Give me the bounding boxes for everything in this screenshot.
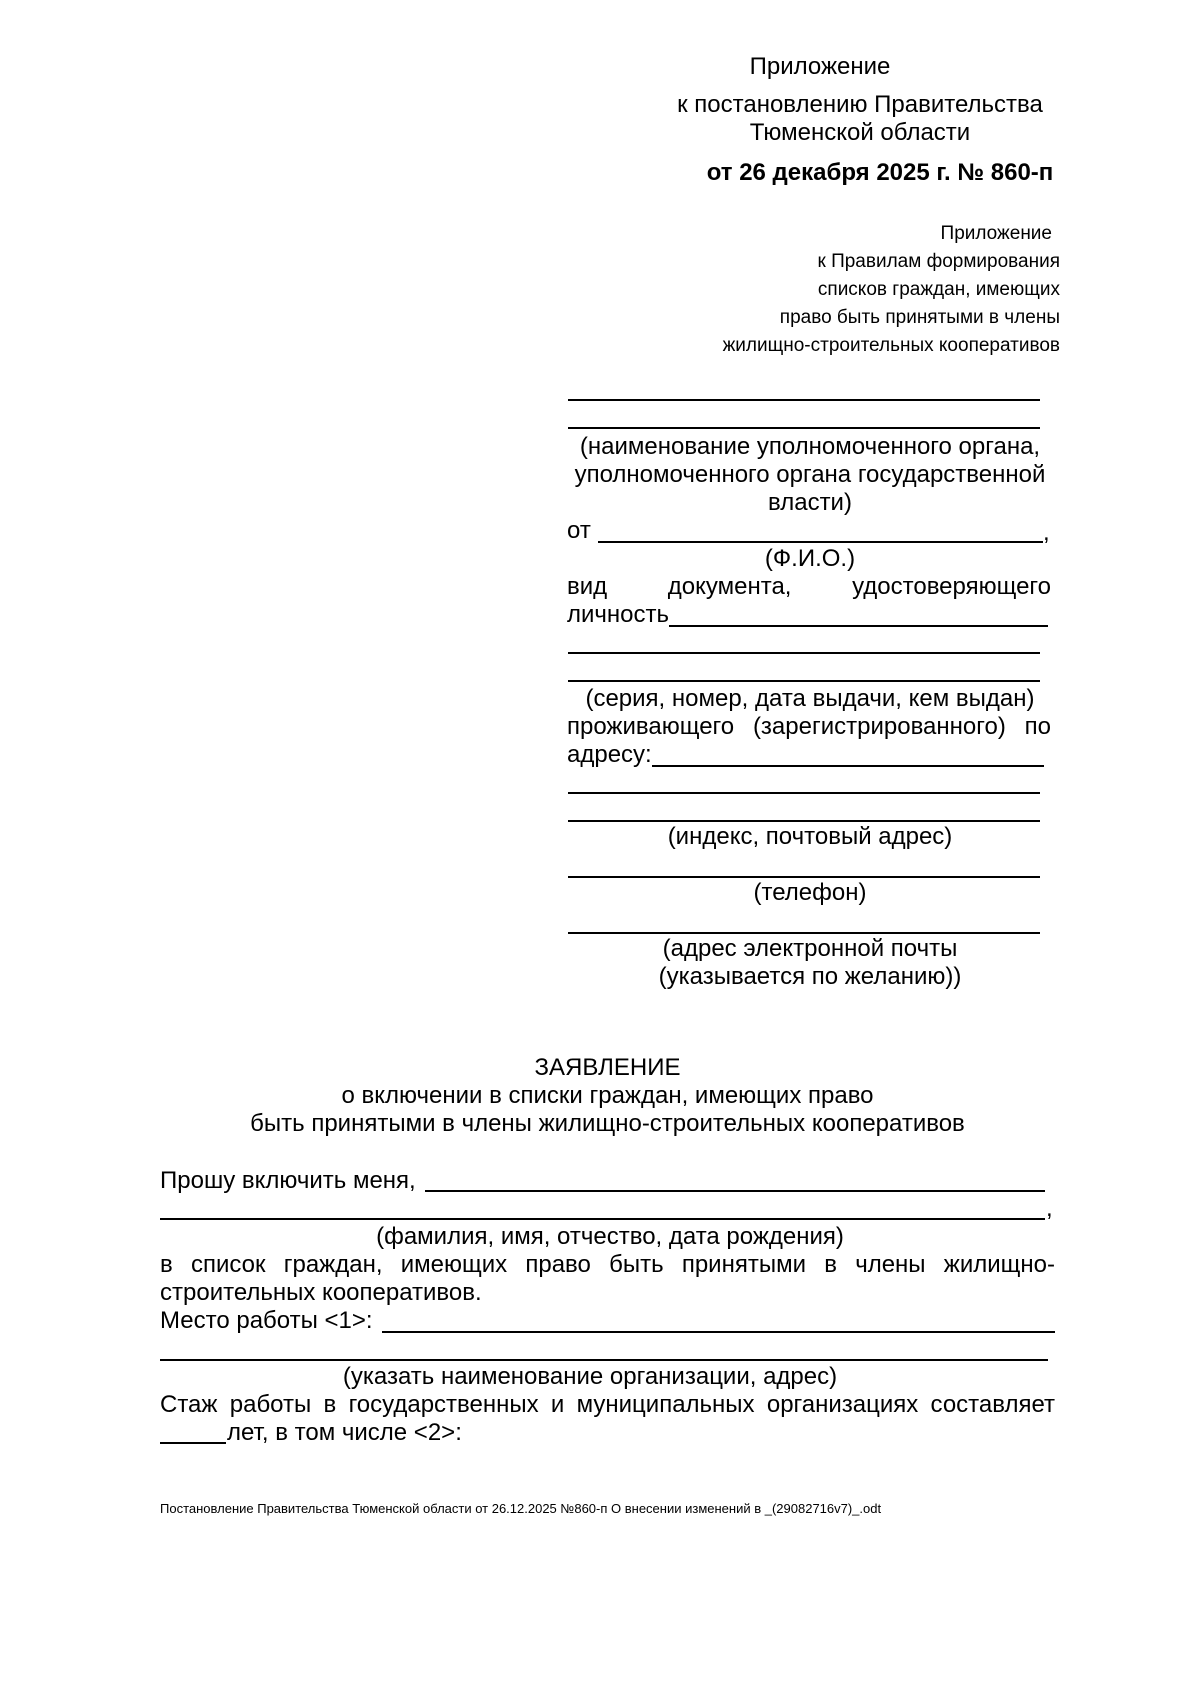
address-line[interactable] xyxy=(652,765,1044,767)
authority-caption-3: власти) xyxy=(768,489,852,516)
identity-line-2[interactable] xyxy=(568,652,1040,654)
authority-caption-2: уполномоченного органа государственной xyxy=(574,461,1046,488)
name-line-1[interactable] xyxy=(425,1190,1045,1192)
residing-label: проживающего (зарегистрированного) по xyxy=(567,713,1051,740)
years-text: лет, в том числе <2>: xyxy=(227,1419,462,1446)
workplace-label: Место работы <1>: xyxy=(160,1307,373,1334)
years-line[interactable] xyxy=(160,1442,226,1444)
phone-caption: (телефон) xyxy=(753,879,867,906)
header-region: Тюменской области xyxy=(749,119,971,146)
header-appendix: Приложение xyxy=(749,53,891,80)
fio-line[interactable] xyxy=(598,541,1043,543)
request-label: Прошу включить меня, xyxy=(160,1167,416,1194)
fio-caption: (Ф.И.О.) xyxy=(764,545,856,572)
org-caption: (указать наименование организации, адрес) xyxy=(342,1363,838,1390)
identity-line-3[interactable] xyxy=(568,680,1040,682)
identity-label: личность xyxy=(567,601,670,628)
rules-appendix-line: жилищно-строительных кооперативов xyxy=(722,335,1060,356)
name-comma: , xyxy=(1046,1195,1053,1222)
authority-line-2[interactable] xyxy=(568,427,1040,429)
authority-caption-1: (наименование уполномоченного органа, xyxy=(579,433,1041,460)
email-caption-2: (указывается по желанию)) xyxy=(658,963,962,990)
address-line-2[interactable] xyxy=(568,792,1040,794)
fio-comma: , xyxy=(1043,519,1050,546)
name-caption: (фамилия, имя, отчество, дата рождения) xyxy=(376,1223,844,1250)
header-to-resolution: к постановлению Правительства xyxy=(677,91,1043,118)
workplace-line-1[interactable] xyxy=(382,1331,1055,1333)
footer-text: Постановление Правительства Тюменской области от 26.12.2025 №860-п О внесении изменений в _(29082716v7)_.odt xyxy=(160,1501,882,1516)
rules-appendix-line: списков граждан, имеющих xyxy=(817,279,1060,300)
rules-appendix xyxy=(660,220,1060,360)
workplace-line-2[interactable] xyxy=(160,1359,1048,1361)
authority-line-1[interactable] xyxy=(568,399,1040,401)
header-date-number: от 26 декабря 2025 г. № 860-п xyxy=(706,159,1054,186)
passport-caption: (серия, номер, дата выдачи, кем выдан) xyxy=(585,685,1035,712)
identity-line[interactable] xyxy=(669,625,1048,627)
postal-caption: (индекс, почтовый адрес) xyxy=(667,823,953,850)
from-label: от xyxy=(567,517,591,544)
name-line-2[interactable] xyxy=(160,1218,1045,1220)
statement-subtitle-2: быть принятыми в члены жилищно-строительных кооперативов xyxy=(250,1110,965,1137)
experience-text: Стаж работы в государственных и муниципальных организациях составляет xyxy=(160,1391,1055,1418)
statement-title: ЗАЯВЛЕНИЕ xyxy=(534,1054,681,1081)
list-text-2: строительных кооперативов. xyxy=(160,1279,482,1306)
rules-appendix-line: право быть принятыми в члены xyxy=(779,307,1060,328)
rules-appendix-line: к Правилам формирования xyxy=(817,251,1060,272)
rules-appendix-line: Приложение xyxy=(940,223,1052,244)
address-label: адресу: xyxy=(567,741,652,768)
list-text-1: в список граждан, имеющих право быть принятыми в члены жилищно- xyxy=(160,1251,1055,1278)
id-doc-label: вид документа, удостоверяющего xyxy=(567,573,1051,600)
email-caption-1: (адрес электронной почты xyxy=(662,935,958,962)
statement-subtitle-1: о включении в списки граждан, имеющих право xyxy=(341,1082,874,1109)
